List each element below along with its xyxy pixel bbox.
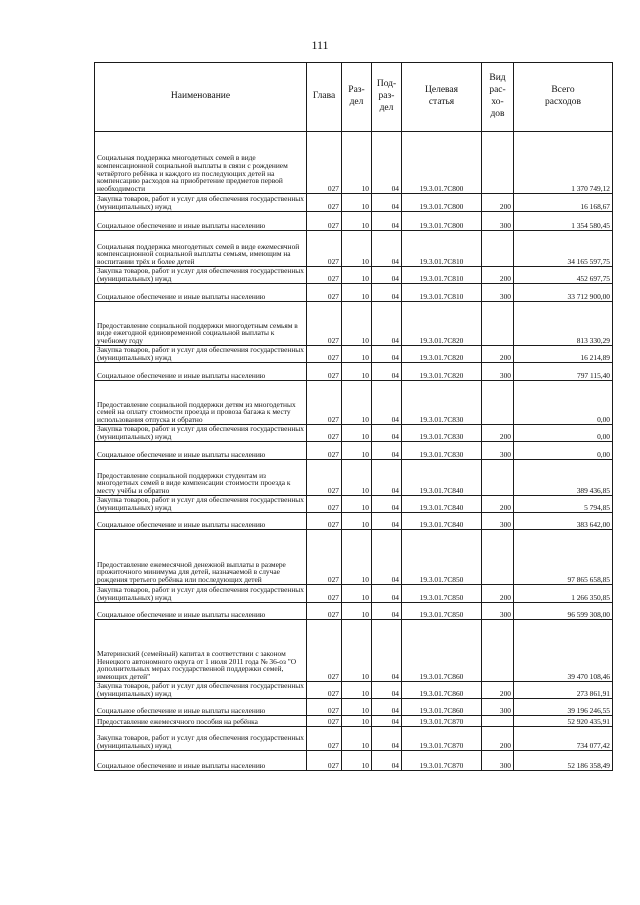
cell-name: Предоставление социальной поддержки детям из многодетных семей на оплату стоимости проезда и провоза багажа к месту использования отпуска и обратно: [95, 381, 307, 425]
table-row: [95, 620, 613, 682]
cell-section: 10: [342, 442, 372, 460]
cell-chapter: 027: [307, 727, 342, 751]
cell-subsection: 04: [372, 284, 402, 302]
cell-total: 1 370 749,12: [514, 132, 613, 194]
cell-expense-type: [482, 381, 514, 425]
cell-target: 19.3.01.7С840: [402, 496, 482, 513]
cell-target: 19.3.01.7С860: [402, 699, 482, 716]
table-row: [95, 751, 613, 771]
cell-name: Социальное обеспечение и иные выплаты населению: [95, 699, 307, 716]
table-row: [95, 381, 613, 425]
cell-name: Закупка товаров, работ и услуг для обеспечения государственных (муниципальных) нужд: [95, 496, 307, 513]
cell-subsection: 04: [372, 212, 402, 231]
cell-chapter: 027: [307, 496, 342, 513]
cell-target: 19.3.01.7С800: [402, 132, 482, 194]
cell-section: 10: [342, 682, 372, 699]
cell-expense-type: [482, 231, 514, 267]
cell-target: 19.3.01.7С800: [402, 194, 482, 212]
cell-subsection: 04: [372, 585, 402, 603]
table-row: [95, 363, 613, 381]
cell-expense-type: [482, 716, 514, 727]
cell-chapter: 027: [307, 302, 342, 346]
cell-target: 19.3.01.7С860: [402, 620, 482, 682]
cell-chapter: 027: [307, 699, 342, 716]
cell-subsection: 04: [372, 727, 402, 751]
cell-chapter: 027: [307, 442, 342, 460]
cell-chapter: 027: [307, 751, 342, 771]
cell-section: 10: [342, 460, 372, 496]
cell-name: Социальное обеспечение и иные выплаты населению: [95, 212, 307, 231]
header-subsection: Под- раз- дел: [372, 63, 402, 132]
cell-name: Социальное обеспечение и иные выплаты населению: [95, 363, 307, 381]
table-row: [95, 603, 613, 620]
table-row: [95, 302, 613, 346]
cell-target: 19.3.01.7С810: [402, 284, 482, 302]
table-header-row: [95, 63, 613, 132]
cell-name: Предоставление социальной поддержки студентам из многодетных семей в виде компенсации стоимости проезда к месту учёбы и обратно: [95, 460, 307, 496]
cell-section: 10: [342, 231, 372, 267]
cell-target: 19.3.01.7С850: [402, 585, 482, 603]
cell-target: 19.3.01.7С830: [402, 425, 482, 442]
cell-name: Закупка товаров, работ и услуг для обеспечения государственных (муниципальных) нужд: [95, 585, 307, 603]
cell-target: 19.3.01.7С830: [402, 442, 482, 460]
table-row: [95, 513, 613, 530]
cell-chapter: 027: [307, 381, 342, 425]
header-expense-type: Вид рас- хо- дов: [482, 63, 514, 132]
cell-name: Предоставление ежемесячной денежной выплаты в размере прожиточного минимума для детей, назначаемой в случае рождения третьего ребёнка или последующих детей: [95, 530, 307, 585]
cell-subsection: 04: [372, 530, 402, 585]
table-row: [95, 460, 613, 496]
table-row: [95, 682, 613, 699]
cell-total: 39 470 108,46: [514, 620, 613, 682]
cell-chapter: 027: [307, 212, 342, 231]
cell-expense-type: [482, 460, 514, 496]
cell-name: Закупка товаров, работ и услуг для обеспечения государственных (муниципальных) нужд: [95, 682, 307, 699]
cell-section: 10: [342, 346, 372, 363]
cell-subsection: 04: [372, 460, 402, 496]
cell-subsection: 04: [372, 346, 402, 363]
cell-total: 52 920 435,91: [514, 716, 613, 727]
cell-target: 19.3.01.7С840: [402, 513, 482, 530]
cell-section: 10: [342, 194, 372, 212]
cell-subsection: 04: [372, 751, 402, 771]
cell-subsection: 04: [372, 231, 402, 267]
cell-chapter: 027: [307, 460, 342, 496]
cell-name: Социальная поддержка многодетных семей в виде компенсационной социальной выплаты в связи с рождением четвёртого ребёнка и каждого из последующих детей на компенсацию расходов на приобретение предметов первой необходимости: [95, 132, 307, 194]
cell-total: 0,00: [514, 442, 613, 460]
cell-expense-type: 200: [482, 727, 514, 751]
cell-total: 34 165 597,75: [514, 231, 613, 267]
cell-total: 273 861,91: [514, 682, 613, 699]
cell-section: 10: [342, 302, 372, 346]
cell-target: 19.3.01.7С800: [402, 212, 482, 231]
budget-table: [94, 62, 613, 771]
cell-section: 10: [342, 284, 372, 302]
table-row: [95, 132, 613, 194]
cell-total: 797 115,40: [514, 363, 613, 381]
cell-section: 10: [342, 751, 372, 771]
cell-subsection: 04: [372, 442, 402, 460]
cell-subsection: 04: [372, 194, 402, 212]
cell-expense-type: 200: [482, 496, 514, 513]
cell-chapter: 027: [307, 513, 342, 530]
cell-section: 10: [342, 727, 372, 751]
cell-name: Социальное обеспечение и иные выплаты населению: [95, 513, 307, 530]
table-row: [95, 194, 613, 212]
cell-target: 19.3.01.7С860: [402, 682, 482, 699]
table-row: [95, 267, 613, 284]
table-row: [95, 585, 613, 603]
cell-target: 19.3.01.7С850: [402, 603, 482, 620]
table-row: [95, 425, 613, 442]
cell-target: 19.3.01.7С810: [402, 267, 482, 284]
cell-total: 452 697,75: [514, 267, 613, 284]
cell-total: 96 599 308,00: [514, 603, 613, 620]
cell-subsection: 04: [372, 699, 402, 716]
page-number: 111: [311, 38, 329, 52]
cell-section: 10: [342, 267, 372, 284]
table-row: [95, 442, 613, 460]
cell-target: 19.3.01.7С870: [402, 716, 482, 727]
cell-subsection: 04: [372, 363, 402, 381]
cell-name: Предоставление социальной поддержки многодетным семьям в виде ежегодной единовременной социальной выплаты к учебному году: [95, 302, 307, 346]
cell-section: 10: [342, 620, 372, 682]
cell-total: 383 642,00: [514, 513, 613, 530]
cell-subsection: 04: [372, 425, 402, 442]
cell-chapter: 027: [307, 425, 342, 442]
cell-name: Закупка товаров, работ и услуг для обеспечения государственных (муниципальных) нужд: [95, 727, 307, 751]
cell-total: 389 436,85: [514, 460, 613, 496]
cell-name: Социальное обеспечение и иные выплаты населению: [95, 603, 307, 620]
cell-name: Предоставление ежемесячного пособия на ребёнка: [95, 716, 307, 727]
cell-subsection: 04: [372, 132, 402, 194]
cell-expense-type: 300: [482, 363, 514, 381]
cell-subsection: 04: [372, 716, 402, 727]
cell-total: 5 794,85: [514, 496, 613, 513]
cell-name: Закупка товаров, работ и услуг для обеспечения государственных (муниципальных) нужд: [95, 346, 307, 363]
cell-subsection: 04: [372, 682, 402, 699]
cell-subsection: 04: [372, 513, 402, 530]
cell-chapter: 027: [307, 194, 342, 212]
cell-chapter: 027: [307, 585, 342, 603]
cell-expense-type: 200: [482, 425, 514, 442]
cell-name: Социальное обеспечение и иные выплаты населению: [95, 442, 307, 460]
cell-expense-type: 200: [482, 346, 514, 363]
cell-target: 19.3.01.7С850: [402, 530, 482, 585]
cell-expense-type: 300: [482, 284, 514, 302]
cell-expense-type: 200: [482, 682, 514, 699]
cell-subsection: 04: [372, 267, 402, 284]
table-row: [95, 212, 613, 231]
cell-section: 10: [342, 132, 372, 194]
table-body: [95, 132, 613, 771]
cell-name: Материнский (семейный) капитал в соответствии с законом Ненецкого автономного округа от 1 июля 2011 года № 36-оз "О дополнительных мерах государственной поддержки семей, имеющих детей": [95, 620, 307, 682]
header-name: Наименование: [95, 63, 307, 132]
table-row: [95, 530, 613, 585]
cell-section: 10: [342, 425, 372, 442]
cell-chapter: 027: [307, 716, 342, 727]
table-row: [95, 284, 613, 302]
cell-total: 0,00: [514, 425, 613, 442]
cell-total: 97 865 658,85: [514, 530, 613, 585]
cell-total: 16 168,67: [514, 194, 613, 212]
cell-subsection: 04: [372, 620, 402, 682]
cell-expense-type: 200: [482, 194, 514, 212]
cell-expense-type: 300: [482, 513, 514, 530]
cell-subsection: 04: [372, 302, 402, 346]
cell-total: 813 330,29: [514, 302, 613, 346]
cell-expense-type: 300: [482, 603, 514, 620]
cell-expense-type: [482, 132, 514, 194]
cell-subsection: 04: [372, 381, 402, 425]
table-row: [95, 346, 613, 363]
cell-section: 10: [342, 699, 372, 716]
cell-total: 1 354 580,45: [514, 212, 613, 231]
cell-target: 19.3.01.7С830: [402, 381, 482, 425]
cell-chapter: 027: [307, 346, 342, 363]
table-row: [95, 727, 613, 751]
cell-expense-type: [482, 620, 514, 682]
cell-expense-type: 300: [482, 751, 514, 771]
cell-section: 10: [342, 530, 372, 585]
table-row: [95, 231, 613, 267]
cell-chapter: 027: [307, 132, 342, 194]
cell-section: 10: [342, 496, 372, 513]
cell-total: 16 214,89: [514, 346, 613, 363]
cell-section: 10: [342, 381, 372, 425]
cell-name: Закупка товаров, работ и услуг для обеспечения государственных (муниципальных) нужд: [95, 267, 307, 284]
header-total: Всего расходов: [514, 63, 613, 132]
cell-section: 10: [342, 603, 372, 620]
cell-target: 19.3.01.7С820: [402, 346, 482, 363]
cell-name: Социальное обеспечение и иные выплаты населению: [95, 284, 307, 302]
cell-subsection: 04: [372, 496, 402, 513]
cell-section: 10: [342, 716, 372, 727]
cell-section: 10: [342, 363, 372, 381]
cell-target: 19.3.01.7С870: [402, 727, 482, 751]
cell-section: 10: [342, 585, 372, 603]
table-row: [95, 716, 613, 727]
cell-target: 19.3.01.7С810: [402, 231, 482, 267]
cell-expense-type: [482, 530, 514, 585]
cell-expense-type: 300: [482, 212, 514, 231]
cell-expense-type: [482, 302, 514, 346]
cell-section: 10: [342, 212, 372, 231]
cell-chapter: 027: [307, 363, 342, 381]
cell-chapter: 027: [307, 682, 342, 699]
cell-name: Закупка товаров, работ и услуг для обеспечения государственных (муниципальных) нужд: [95, 425, 307, 442]
cell-expense-type: 200: [482, 585, 514, 603]
cell-section: 10: [342, 513, 372, 530]
cell-target: 19.3.01.7С820: [402, 302, 482, 346]
cell-subsection: 04: [372, 603, 402, 620]
cell-expense-type: 300: [482, 699, 514, 716]
cell-total: 734 077,42: [514, 727, 613, 751]
cell-total: 39 196 246,55: [514, 699, 613, 716]
cell-chapter: 027: [307, 603, 342, 620]
cell-chapter: 027: [307, 620, 342, 682]
header-target: Целевая статья: [402, 63, 482, 132]
cell-target: 19.3.01.7С870: [402, 751, 482, 771]
table-row: [95, 699, 613, 716]
table-row: [95, 496, 613, 513]
cell-name: Социальная поддержка многодетных семей в виде ежемесячной компенсационной социальной выплаты семьям, имеющим на воспитании трёх и более детей: [95, 231, 307, 267]
cell-name: Закупка товаров, работ и услуг для обеспечения государственных (муниципальных) нужд: [95, 194, 307, 212]
cell-expense-type: 300: [482, 442, 514, 460]
cell-total: 0,00: [514, 381, 613, 425]
header-section: Раз- дел: [342, 63, 372, 132]
cell-total: 1 266 350,85: [514, 585, 613, 603]
cell-chapter: 027: [307, 267, 342, 284]
cell-chapter: 027: [307, 284, 342, 302]
cell-target: 19.3.01.7С820: [402, 363, 482, 381]
cell-chapter: 027: [307, 231, 342, 267]
cell-total: 52 186 358,49: [514, 751, 613, 771]
cell-name: Социальное обеспечение и иные выплаты населению: [95, 751, 307, 771]
header-chapter: Глава: [307, 63, 342, 132]
cell-target: 19.3.01.7С840: [402, 460, 482, 496]
cell-chapter: 027: [307, 530, 342, 585]
cell-total: 33 712 900,00: [514, 284, 613, 302]
cell-expense-type: 200: [482, 267, 514, 284]
